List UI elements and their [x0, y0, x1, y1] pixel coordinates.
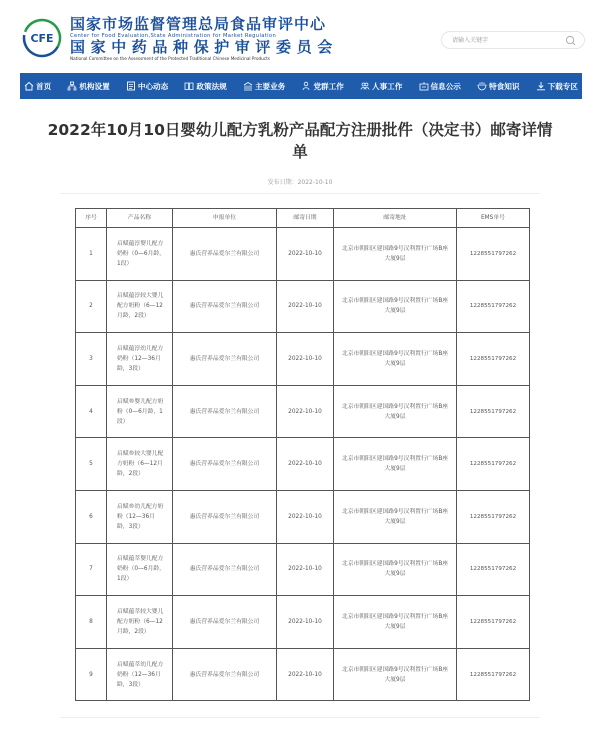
cell-address: 北京市朝阳区建国路9号汉利置行广场B座大厦9层 [334, 385, 457, 438]
cell-applicant: 惠氏营养品爱尔兰有限公司 [173, 490, 277, 543]
search-box [441, 31, 585, 49]
org-chart-icon [67, 81, 77, 91]
cell-applicant: 惠氏营养品爱尔兰有限公司 [173, 543, 277, 596]
nav-item-download[interactable] [536, 81, 578, 92]
notice-icon [419, 81, 429, 91]
cell-no: 8 [76, 596, 107, 649]
col-header-ems: EMS单号 [457, 209, 530, 228]
cell-no: 9 [76, 648, 107, 701]
divider [60, 193, 540, 194]
cell-no: 2 [76, 280, 107, 333]
cell-no: 3 [76, 333, 107, 386]
table-row [76, 333, 530, 386]
cell-ems: 1228551797262 [457, 543, 530, 596]
nav-label: 特食知识 [489, 81, 520, 91]
nav-label: 首页 [36, 81, 52, 91]
col-header-applicant: 申报单位 [173, 209, 277, 228]
cell-address: 北京市朝阳区建国路9号汉利置行广场B座大厦9层 [334, 648, 457, 701]
nav-item-organization[interactable] [67, 81, 109, 92]
cell-ems: 1228551797262 [457, 596, 530, 649]
nav-label: 信息公示 [430, 81, 461, 91]
cfe-logo-icon[interactable] [22, 18, 62, 58]
nav-item-public-info[interactable] [419, 81, 461, 92]
cell-ems: 1228551797262 [457, 490, 530, 543]
home-icon [24, 81, 34, 91]
cell-no: 1 [76, 228, 107, 281]
cell-applicant: 惠氏营养品爱尔兰有限公司 [173, 228, 277, 281]
cell-applicant: 惠氏营养品爱尔兰有限公司 [173, 596, 277, 649]
site-header [0, 0, 600, 72]
nav-label: 机构设置 [79, 81, 110, 91]
nav-item-special-food[interactable] [477, 81, 519, 92]
download-icon [536, 81, 546, 91]
org-name-en-1: Center for Food Evaluation,State Administration for Market Regulation [70, 33, 277, 39]
article-title: 2022年10月10日婴幼儿配方乳粉产品配方注册批件（决定书）邮寄详情单 [47, 121, 553, 161]
table-row [76, 438, 530, 491]
col-header-product: 产品名称 [107, 209, 173, 228]
cell-applicant: 惠氏营养品爱尔兰有限公司 [173, 280, 277, 333]
cell-product: 启赋蕴萃较大婴儿配方奶粉（6—12月龄，2段） [107, 596, 173, 649]
table-row [76, 228, 530, 281]
publish-date: 发布日期：2022-10-10 [267, 179, 333, 186]
org-name-cn-1: 国家市场监督管理总局食品审评中心 [70, 15, 327, 33]
cell-ems: 1228551797262 [457, 385, 530, 438]
cell-date: 2022-10-10 [277, 228, 334, 281]
nav-label: 政策法规 [196, 81, 227, 91]
table-row [76, 543, 530, 596]
nav-label: 主要业务 [254, 81, 286, 91]
cell-product: 启赋®幼儿配方奶粉（12—36月龄，3段） [107, 490, 173, 543]
cell-product: 启赋蕴淳幼儿配方奶粉（12—36月龄，3段） [107, 333, 173, 386]
nav-label: 人事工作 [372, 81, 403, 91]
col-header-address: 邮寄地址 [334, 209, 457, 228]
cell-address: 北京市朝阳区建国路9号汉利置行广场B座大厦9层 [334, 333, 457, 386]
cell-product: 启赋蕴淳较大婴儿配方奶粉（6—12月龄，2段） [107, 280, 173, 333]
nav-label: 中心动态 [137, 81, 169, 91]
org-name-cn-2: 国家中药品种保护审评委员会 [70, 38, 338, 56]
nav-item-home[interactable] [24, 81, 51, 92]
nav-item-policy[interactable] [184, 81, 226, 92]
cell-no: 7 [76, 543, 107, 596]
nav-item-personnel[interactable] [360, 81, 402, 92]
svg-text:CFE: CFE [30, 32, 54, 45]
cell-no: 5 [76, 438, 107, 491]
cell-address: 北京市朝阳区建国路9号汉利置行广场B座大厦9层 [334, 280, 457, 333]
cell-date: 2022-10-10 [277, 543, 334, 596]
table-row [76, 490, 530, 543]
mailing-table [75, 208, 530, 701]
cell-product: 启赋蕴萃幼儿配方奶粉（12—36月龄，3段） [107, 648, 173, 701]
cell-no: 6 [76, 490, 107, 543]
search-input[interactable] [452, 34, 557, 47]
cell-date: 2022-10-10 [277, 333, 334, 386]
food-icon [477, 81, 487, 91]
search-icon[interactable] [565, 35, 576, 46]
col-header-date: 邮寄日期 [277, 209, 334, 228]
table-header-row [76, 209, 530, 228]
cell-applicant: 惠氏营养品爱尔兰有限公司 [173, 648, 277, 701]
table-row [76, 385, 530, 438]
table-row [76, 648, 530, 701]
people-icon [360, 81, 370, 91]
cell-product: 启赋蕴淳婴儿配方奶粉（0—6月龄，1段） [107, 228, 173, 281]
divider [60, 717, 540, 718]
nav-item-center-news[interactable] [126, 81, 168, 92]
building-icon [243, 81, 253, 91]
cell-date: 2022-10-10 [277, 490, 334, 543]
cell-address: 北京市朝阳区建国路9号汉利置行广场B座大厦9层 [334, 490, 457, 543]
cell-address: 北京市朝阳区建国路9号汉利置行广场B座大厦9层 [334, 228, 457, 281]
cell-product: 启赋®较大婴儿配方奶粉（6—12月龄，2段） [107, 438, 173, 491]
org-name-en-2: National Committee on the Assessment of the Protected Traditional Chinese Medicinal Products [70, 56, 270, 61]
cell-date: 2022-10-10 [277, 648, 334, 701]
cell-date: 2022-10-10 [277, 385, 334, 438]
cell-product: 启赋®婴儿配方奶粉（0—6月龄，1段） [107, 385, 173, 438]
nav-item-main-business[interactable] [243, 81, 285, 92]
cell-applicant: 惠氏营养品爱尔兰有限公司 [173, 438, 277, 491]
table-row [76, 280, 530, 333]
news-icon [126, 81, 136, 91]
book-icon [184, 81, 194, 91]
cell-address: 北京市朝阳区建国路9号汉利置行广场B座大厦9层 [334, 543, 457, 596]
cell-ems: 1228551797262 [457, 648, 530, 701]
cell-date: 2022-10-10 [277, 280, 334, 333]
cell-no: 4 [76, 385, 107, 438]
main-nav [20, 73, 582, 99]
cell-address: 北京市朝阳区建国路9号汉利置行广场B座大厦9层 [334, 438, 457, 491]
cell-ems: 1228551797262 [457, 438, 530, 491]
org-name-block [70, 16, 338, 62]
cell-ems: 1228551797262 [457, 333, 530, 386]
cell-applicant: 惠氏营养品爱尔兰有限公司 [173, 385, 277, 438]
cell-address: 北京市朝阳区建国路9号汉利置行广场B座大厦9层 [334, 596, 457, 649]
nav-label: 党群工作 [313, 81, 344, 91]
cell-date: 2022-10-10 [277, 438, 334, 491]
col-header-no: 序号 [76, 209, 107, 228]
nav-item-party-work[interactable] [301, 81, 343, 92]
cell-applicant: 惠氏营养品爱尔兰有限公司 [173, 333, 277, 386]
cell-ems: 1228551797262 [457, 280, 530, 333]
nav-label: 下载专区 [547, 81, 578, 91]
cell-date: 2022-10-10 [277, 596, 334, 649]
cell-ems: 1228551797262 [457, 228, 530, 281]
person-icon [301, 81, 311, 91]
cell-product: 启赋蕴萃婴儿配方奶粉（0—6月龄，1段） [107, 543, 173, 596]
table-row [76, 596, 530, 649]
